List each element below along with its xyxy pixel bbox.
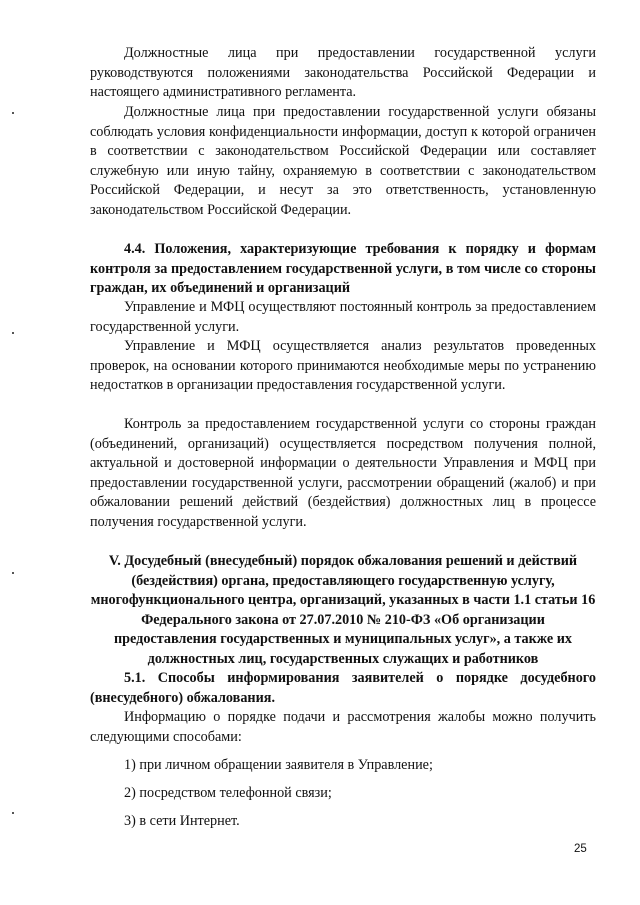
section-4-4-heading: 4.4. Положения, характеризующие требования к порядку и формам контроля за предоставлением государственной услуги, в том числе со стороны граждан, их объединений и организаций: [90, 241, 596, 297]
scan-speck: [12, 332, 14, 334]
paragraph-inspection-analysis: Управление и МФЦ осуществляется анализ результатов проведенных проверок, на основании которого принимаются необходимые меры по устранению недостатков в организации предоставления государственной услуги.: [90, 338, 596, 394]
list-item-telephone: 2) посредством телефонной связи;: [124, 785, 332, 801]
paragraph-officials-guided: Должностные лица при предоставлении государственной услуги руководствуются положениями законодательства Российской Федерации и настоящего административного регламента.: [90, 45, 596, 101]
section-5-1-heading: 5.1. Способы информирования заявителей о порядке досудебного (внесудебного) обжалования.: [90, 670, 596, 706]
page-number: 25: [574, 843, 587, 855]
scan-speck: [12, 112, 14, 114]
list-item-personal-visit: 1) при личном обращении заявителя в Управление;: [124, 757, 433, 773]
paragraph-info-methods: Информацию о порядке подачи и рассмотрения жалобы можно получить следующими способами:: [90, 709, 596, 745]
paragraph-permanent-control: Управление и МФЦ осуществляют постоянный контроль за предоставлением государственной услуги.: [90, 299, 596, 335]
paragraph-officials-confidentiality: Должностные лица при предоставлении государственной услуги обязаны соблюдать условия конфиденциальности информации, доступ к которой ограничен в соответствии с законодательством Российской Федерации или составляет служебную или иную тайну, охраняемую в соответствии с законодательством Российской Федерации, и несут за это ответственность, установленную законодательством Российской Федерации.: [90, 104, 596, 218]
section-v-heading: V. Досудебный (внесудебный) порядок обжалования решений и действий (бездействия) органа, предоставляющего государственную услугу, многофункционального центра, организаций, указанных в части 1.1 статьи 16 Федерального закона от 27.07.2010 № 210-ФЗ «Об организации предоставления государственных и муниципальных услуг», а также их должностных лиц, государственных служащих и работников: [90, 553, 596, 667]
scan-speck: [12, 812, 14, 814]
paragraph-citizen-control: Контроль за предоставлением государственной услуги со стороны граждан (объединений, организаций) осуществляется посредством получения полной, актуальной и достоверной информации о деятельности Управления и МФЦ при предоставлении государственной услуги, рассмотрении обращений (жалоб) и при обжаловании решений действий (бездействия) должностных лиц в процессе получения государственной услуги.: [90, 416, 596, 530]
scan-speck: [12, 572, 14, 574]
list-item-internet: 3) в сети Интернет.: [124, 813, 240, 829]
